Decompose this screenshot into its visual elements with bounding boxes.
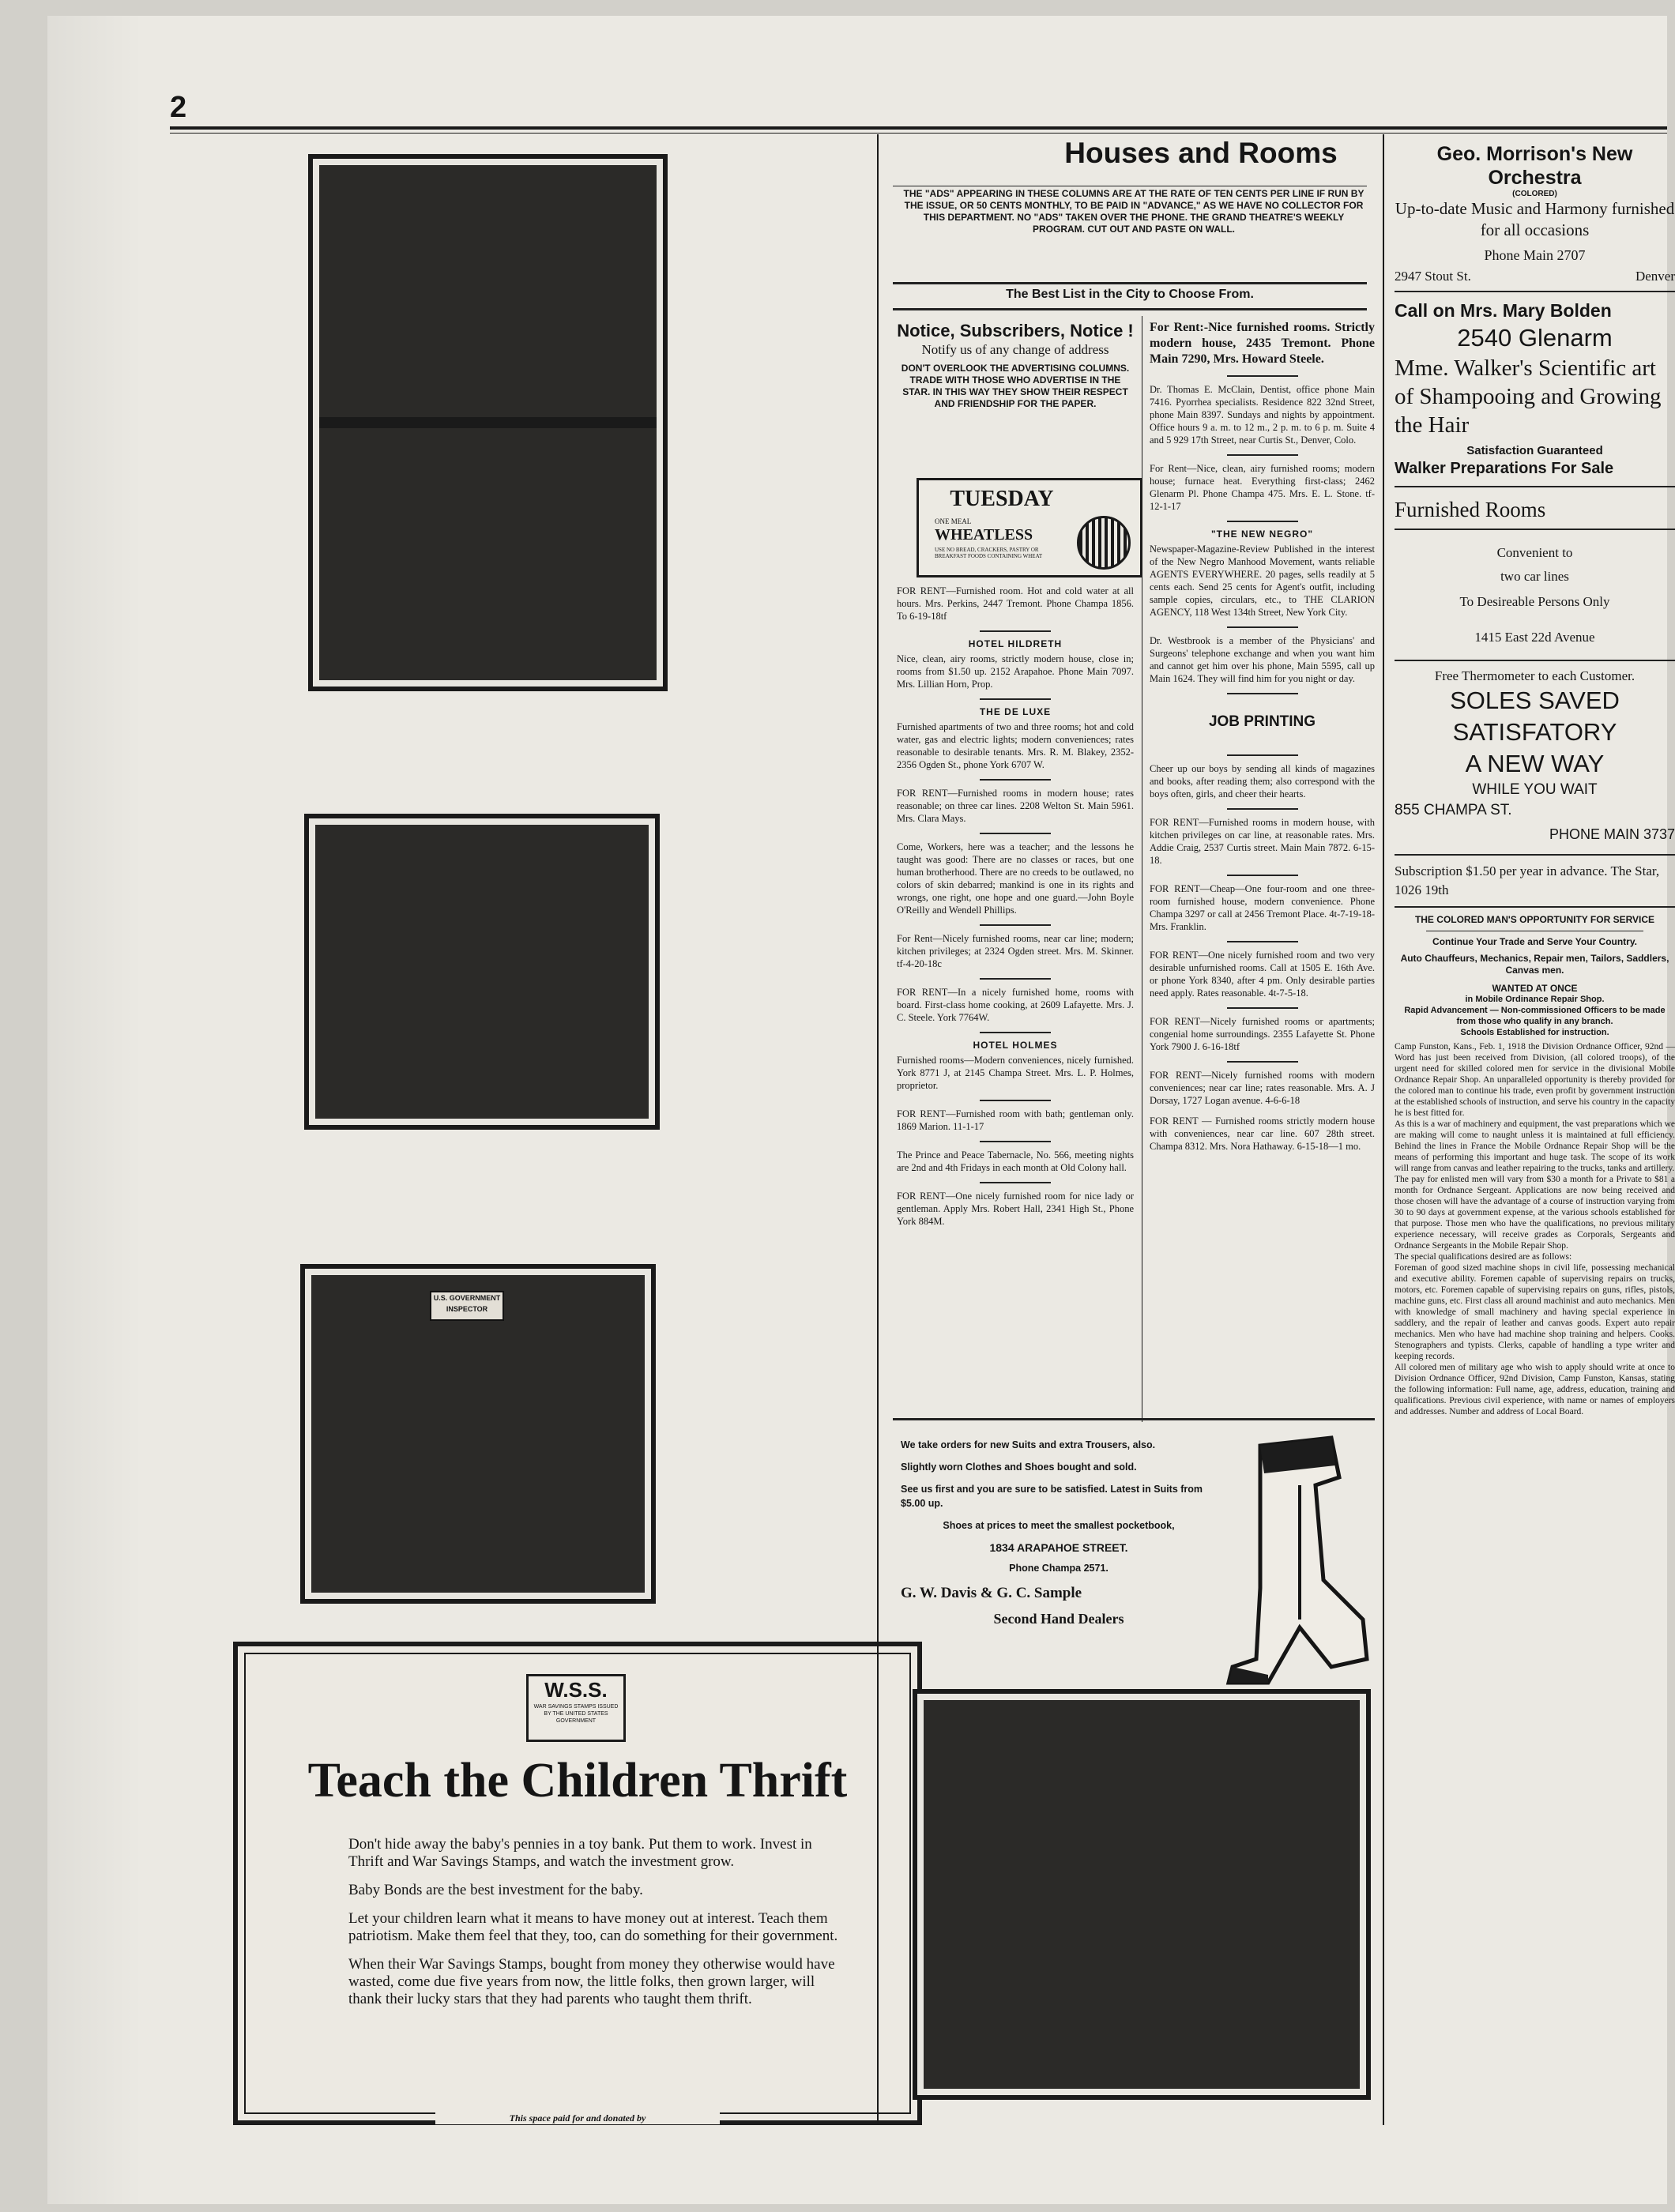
sep	[980, 1182, 1051, 1183]
wss-logo	[526, 1674, 626, 1742]
sep	[1395, 906, 1675, 908]
davis-names: G. W. Davis & G. C. Sample	[901, 1585, 1082, 1601]
deluxe-head: THE DE LUXE	[979, 706, 1052, 717]
best-list-rule	[893, 282, 1367, 284]
mid-ad-9: FOR RENT—Nicely furnished rooms or apartments; congenial home surroundings. 2355 Lafayette St. Phone York 7900 J. 6-16-18tf	[1150, 1016, 1375, 1052]
wss-para-2: Baby Bonds are the best investment for the baby.	[348, 1882, 643, 1898]
photo-sacks-image	[311, 1275, 645, 1593]
opportunity-sub: Continue Your Trade and Serve Your Country.	[1432, 936, 1637, 947]
houses-notice: THE "ADS" APPEARING IN THESE COLUMNS ARE AT THE RATE OF TEN CENTS PER LINE IF RUN BY THE ISSUE, OR 50 CENTS MONTHLY, TO BE PAID IN "ADVANCE," AS WE HAVE NO COLLECTOR FOR THIS DEPARTMENT. NO "ADS" TAKEN OVER THE PHONE. THE GRAND THEATRE'S WEEKLY PROGRAM. CUT OUT AND PASTE ON WALL.	[903, 188, 1364, 235]
wanted-sub: in Mobile Ordinance Repair Shop.	[1465, 995, 1605, 1004]
mid-ad-10: FOR RENT—Nicely furnished rooms with modern conveniences; near car line; rates reasonable. Mrs. A. J Dorsay, 1727 Logan avenue. 4-6-6-18	[1150, 1070, 1375, 1106]
mid-ad-3: For Rent—Nice, clean, airy furnished rooms; modern house; furnace heat. Everything first-class; 2462 Glenarm Pl. Phone Champa 475. Mrs. E. L. Stone. tf-12-1-17	[1150, 463, 1375, 512]
sep	[1227, 521, 1298, 522]
morrison-address	[1395, 269, 1675, 284]
notice-subscribers: Notice, Subscribers, Notice !	[897, 321, 1134, 340]
wss-title: Teach the Children Thrift	[307, 1754, 848, 1808]
wanted-advancement: Rapid Advancement — Non-commissioned Officers to be made from those who qualify in any branch.	[1404, 1006, 1666, 1026]
wss-para-4: When their War Savings Stamps, bought from money they otherwise would have wasted, come due five years from now, the little folks, then grown larger, will thank their lucky stars that they had parents who taught them thrift.	[348, 1956, 835, 2007]
photo-divider	[319, 417, 657, 427]
morrison-title: Geo. Morrison's New Orchestra	[1436, 143, 1633, 189]
new-negro-head: "THE NEW NEGRO"	[1210, 529, 1314, 540]
sep	[980, 1141, 1051, 1142]
classified-column-left-ads	[897, 585, 1134, 1236]
column-rule-3	[1383, 134, 1384, 2125]
column-rule-1	[877, 134, 879, 2125]
bolden-address: 2540 Glenarm	[1457, 324, 1613, 352]
wss-logo-mark: W.S.S.	[544, 1678, 608, 1702]
davis-line-2: Slightly worn Clothes and Shoes bought and sold.	[901, 1462, 1137, 1473]
sep	[980, 1032, 1051, 1033]
sep	[1227, 754, 1298, 756]
left-ad-7: The Prince and Peace Tabernacle, No. 566, meeting nights are 2nd and 4th Fridays in each month at Old Colony hall.	[897, 1149, 1134, 1173]
left-ad-3: Come, Workers, here was a teacher; and the lessons he taught was good: There are no classes or races, but one human brotherhood. There are no creeds to be outlawed, no colors of skin debarred; mankind is one in its rights and wrongs, one right, one hope and one guard.—John Boyle O'Reilly and Wendell Phillips.	[897, 841, 1134, 916]
sep	[1227, 808, 1298, 810]
photo-inspector-sacks	[300, 1264, 656, 1604]
soles-wait: WHILE YOU WAIT	[1472, 781, 1598, 798]
sep	[980, 924, 1051, 926]
sep	[980, 1100, 1051, 1101]
sep	[980, 698, 1051, 700]
furnished-car-lines: two car lines	[1500, 569, 1569, 584]
davis-phone: Phone Champa 2571.	[1009, 1563, 1109, 1574]
top-rule-thin	[170, 133, 1667, 134]
sep	[1395, 660, 1675, 661]
sep	[1227, 626, 1298, 628]
walker-text: Mme. Walker's Scientific art of Shampooing and Growing the Hair	[1395, 356, 1662, 438]
sep	[1395, 486, 1675, 487]
hildreth-ad: Nice, clean, airy rooms, strictly modern house, close in; rooms from $1.50 up. 2152 Arapahoe. Phone Main 7097. Mrs. Lillian Horn, Prop.	[897, 653, 1134, 690]
furnished-address: 1415 East 22d Avenue	[1474, 630, 1595, 645]
photo-table-settings	[308, 154, 668, 691]
sep	[980, 978, 1051, 980]
sep	[1227, 375, 1298, 377]
photo-shop-image	[924, 1700, 1360, 2089]
davis-ad	[901, 1438, 1217, 1626]
photo-table-top	[319, 165, 657, 417]
sep	[1227, 454, 1298, 456]
top-rule	[170, 126, 1667, 130]
soles-address: 855 CHAMPA ST.	[1395, 802, 1512, 818]
morrison-music: Up-to-date Music and Harmony furnished for all occasions	[1395, 199, 1675, 239]
morrison-address-left: 2947 Stout St.	[1395, 269, 1471, 284]
soles-line-1: SOLES SAVED	[1450, 687, 1620, 714]
furnished-rule	[1395, 529, 1675, 530]
furnished-title: Furnished Rooms	[1395, 498, 1546, 521]
wss-para-3: Let your children learn what it means to have money out at interest. Teach them patriotism. Make them feel that they, too, can do something for their government.	[348, 1910, 838, 1944]
opp-body-3: The pay for enlisted men will vary from $30 a month for a Private to $81 a month for Ordnance Sergeant. Applications are now being received and those chosen will have the advantage of a course of instruction varying from 30 to 90 days at government expense, at the various schools established for that purpose. Those men who have the qualifications, no previous military experience necessary, will receive grades as Corporals, Sergeants and Ordnance Sergeants in the Mobile Repair Shop.	[1395, 1175, 1675, 1251]
davis-line-4: Shoes at prices to meet the smallest pocketbook,	[943, 1520, 1175, 1531]
wss-body	[348, 1836, 838, 2019]
sep	[1395, 854, 1675, 856]
mid-ad-6: FOR RENT—Furnished rooms in modern house, with kitchen privileges on car line, at reasonable rates. Mrs. Addie Craig, 2537 Curtis street. Main Main 7872. 6-15-18.	[1150, 817, 1375, 866]
mid-ad-5: Cheer up our boys by sending all kinds of magazines and books, after reading them; also correspond with the boys often, girls, and cheer their hearts.	[1150, 763, 1375, 799]
best-list-rule-bottom	[893, 308, 1367, 310]
sep	[1227, 941, 1298, 942]
holmes-head: HOTEL HOLMES	[973, 1040, 1058, 1051]
soles-line-3: A NEW WAY	[1465, 750, 1605, 777]
notice-sub: Notify us of any change of address	[921, 342, 1109, 357]
wss-logo-text: WAR SAVINGS STAMPS ISSUED BY THE UNITED STATES GOVERNMENT	[533, 1704, 619, 1724]
furnished-desirable: To Desireable Persons Only	[1459, 594, 1610, 609]
davis-dealers: Second Hand Dealers	[993, 1611, 1124, 1627]
tuesday-title: TUESDAY	[950, 487, 1054, 511]
houses-rooms-title: Houses and Rooms	[1064, 137, 1338, 169]
mid-ad-1: For Rent:-Nice furnished rooms. Strictly modern house, 2435 Tremont. Phone Main 7290, Mrs. Howard Steele.	[1150, 321, 1375, 366]
wss-para-1: Don't hide away the baby's pennies in a toy bank. Put them to work. Invest in Thrift and War Savings Stamps, and watch the investment grow.	[348, 1836, 812, 1870]
tuesday-line3: USE NO BREAD, CRACKERS, PASTRY OR BREAKFAST FOODS CONTAINING WHEAT	[935, 547, 1043, 559]
photo-men-image	[315, 825, 649, 1119]
newspaper-page	[47, 16, 1675, 2204]
mid-ad-4: Dr. Westbrook is a member of the Physicians' and Surgeons' telephone exchange and when you want him and cannot get him over his phone, Main 5595, call up Main 1624. They will find him for you night or day.	[1150, 635, 1375, 684]
opp-body-5: Foreman of good sized machine shops in civil life, possessing mechanical and executive ability. Foremen capable of supervising repairs on trucks, motors, etc. Foremen capable of supervising repairs on guns, rifles, pistols, machine guns, etc. First class all around machinist and auto mechanics. Men with knowledge of small machinery and having special experience in saddlery, and the repair of leather and canvas goods. Expert auto repair mechanics. Men who have had machine shop training and helpers. Cooks. Stenographers and typists. Clerks, capable of handling a type writer and keeping records.	[1395, 1263, 1675, 1361]
new-negro-ad: Newspaper-Magazine-Review Published in the interest of the New Negro Manhood Movement, wants reliable AGENTS EVERYWHERE. 20 pages, sells readily at 5 cents each. Send 25 cents for Agent's outfit, including sample copies, circulars, etc., to THE CLARION AGENCY, 118 West 134th Street, New York City.	[1150, 544, 1375, 618]
sep	[1227, 693, 1298, 694]
mid-ad-11: FOR RENT — Furnished rooms strictly modern house with conveniences, near car line. 607 28th street. Champa 8312. Mrs. Nora Hathaway. 6-15-18—1 mo.	[1150, 1115, 1375, 1152]
left-ad-5: FOR RENT—In a nicely furnished home, rooms with board. First-class home cooking, at 2609 Lafayette. Mrs. J. C. Steele. York 7764W.	[897, 987, 1134, 1023]
opportunity-head: THE COLORED MAN'S OPPORTUNITY FOR SERVICE	[1414, 914, 1655, 925]
left-ad-4: For Rent—Nicely furnished rooms, near car line; modern; kitchen privileges; at 2324 Ogden street. Mrs. M. Skinner. tf-4-20-18c	[897, 933, 1134, 969]
tuesday-wheatless-ad	[917, 478, 1142, 577]
morrison-phone: Phone Main 2707	[1484, 247, 1586, 263]
bolden-title: Call on Mrs. Mary Bolden	[1395, 300, 1612, 321]
left-ad-1: FOR RENT—Furnished room. Hot and cold water at all hours. Mrs. Perkins, 2447 Tremont. Phone Champa 1856. To 6-19-18tf	[897, 585, 1134, 622]
davis-line-3: See us first and you are sure to be satisfied. Latest in Suits from $5.00 up.	[901, 1484, 1203, 1509]
morrison-address-right: Denver	[1635, 269, 1675, 284]
photo-repair-shop	[913, 1689, 1371, 2100]
wanted-head: WANTED AT ONCE	[1492, 983, 1578, 994]
opp-body-1: Camp Funston, Kans., Feb. 1, 1918 the Division Ordnance Officer, 92nd —Word has just been received from Division, (all colored troops), of the urgent need for skilled colored men for service in the divisional Mobile Ordnance Repair Shop. An unparalleled opportunity is thereby provided for the colored man to continue his trade, even profit by government instruction at the established schools of instruction, and serve his country in the capacity he is best fitted for.	[1395, 1042, 1675, 1118]
mid-ad-8: FOR RENT—One nicely furnished room and two very desirable unfurnished rooms. Call at 1505 E. 16th Ave. or phone York 8340, after 4 pm. Only desirable parties need apply. Rates reasonable. 4t-7-5-18.	[1150, 950, 1375, 999]
walker-preparations: Walker Preparations For Sale	[1395, 460, 1614, 477]
inspector-sign: U.S. GOVERNMENT INSPECTOR	[430, 1291, 504, 1321]
left-ad-6: FOR RENT—Furnished room with bath; gentleman only. 1869 Marion. 11-1-17	[897, 1108, 1134, 1132]
left-ad-8: FOR RENT—One nicely furnished room for nice lady or gentleman. Apply Mrs. Robert Hall, 2341 High St., Phone York 884M.	[897, 1191, 1134, 1227]
food-administration-seal-icon	[1077, 516, 1131, 570]
wanted-schools: Schools Established for instruction.	[1460, 1028, 1609, 1037]
photo-men-on-steps	[304, 814, 660, 1130]
opp-body-4: The special qualifications desired are as follows:	[1395, 1252, 1572, 1262]
holmes-ad: Furnished rooms—Modern conveniences, nicely furnished. York 8771 J, at 2145 Champa Street. Mrs. L. P. Holmes, proprietor.	[897, 1055, 1134, 1091]
soles-line-2: SATISFATORY	[1452, 718, 1617, 746]
furnished-convenient: Convenient to	[1496, 545, 1573, 560]
mid-ad-2: Dr. Thomas E. McClain, Dentist, office phone Main 7416. Pyorrhea specialists. Residence 822 32nd Street, phone Main 8397. Sundays and nights by appointment. Office hours 9 a. m. to 12 m., 2 p. m. to 6 p. m. Suite 4 and 5 929 17th Street, near Curtis St., Denver, Colo.	[1150, 384, 1375, 446]
boot-illustration-icon	[1213, 1430, 1371, 1691]
hildreth-head: HOTEL HILDRETH	[968, 638, 1063, 649]
classified-column-mid	[1150, 320, 1375, 1161]
page-number: 2	[170, 91, 187, 124]
best-list: The Best List in the City to Choose From.	[1006, 288, 1254, 301]
soles-phone: PHONE MAIN 3737	[1549, 826, 1675, 842]
walker-satisfaction: Satisfaction Guaranteed	[1466, 444, 1603, 457]
right-column	[1395, 142, 1675, 1417]
mid-ad-7: FOR RENT—Cheap—One four-room and one three-room furnished house, modern convenience. Phone Champa 3297 or call at 2456 Tremont Place. 4t-7-19-18-Mrs. Franklin.	[1150, 883, 1375, 932]
opp-body-6: All colored men of military age who wish to apply should write at once to Division Ordnance Officer, 92nd Division, Camp Funston, Kansas, stating the following information: Full name, age, address, education, training and qualifications. Previous civil experience, with name or names of employers and addresses. Number and address of Local Board.	[1395, 1363, 1675, 1416]
sep	[1227, 1061, 1298, 1063]
sep	[1227, 875, 1298, 876]
tuesday-line1: ONE MEAL	[935, 517, 972, 525]
wss-ad	[233, 1642, 922, 2125]
sep	[980, 833, 1051, 834]
job-printing: JOB PRINTING	[1208, 713, 1316, 730]
tuesday-line2: WHEATLESS	[935, 526, 1033, 544]
photo-table-bottom	[319, 428, 657, 680]
classified-column-left	[897, 320, 1134, 418]
opportunity-trades: Auto Chauffeurs, Mechanics, Repair men, Tailors, Saddlers, Canvas men.	[1400, 953, 1669, 976]
davis-line-1: We take orders for new Suits and extra Trousers, also.	[901, 1439, 1156, 1450]
wss-footer: This space paid for and donated by	[435, 2112, 720, 2124]
opp-body-2: As this is a war of machinery and equipment, the vast preparations which we are making will come to naught unless it is maintained at full efficiency. Behind the lines in France the Mobile Ordnance Repair Shop will be the means of performing this important and huge task. The scope of its work will range from canvas and leather repairing to the trucks, tanks and artillery.	[1395, 1119, 1675, 1173]
left-ad-2: FOR RENT—Furnished rooms in modern house; rates reasonable; on three car lines. 2208 Welton St. Main 5961. Mrs. Clara Mays.	[897, 788, 1134, 824]
overlook-notice: DON'T OVERLOOK THE ADVERTISING COLUMNS. TRADE WITH THOSE WHO ADVERTISE IN THE STAR. IN THIS WAY THEY SHOW THEIR RESPECT AND FRIENDSHIP FOR THE PAPER.	[901, 363, 1130, 409]
thermometer: Free Thermometer to each Customer.	[1434, 668, 1635, 683]
sep	[1395, 291, 1675, 292]
morrison-colored: (COLORED)	[1512, 190, 1557, 198]
deluxe-ad: Furnished apartments of two and three rooms; hot and cold water, gas and electric lights; modern conveniences; rates reasonable to desirable tenants. Mrs. R. M. Blakey, 2352-2356 Ogden St., phone York 6707 W.	[897, 721, 1134, 770]
sep	[980, 630, 1051, 632]
davis-address: 1834 ARAPAHOE STREET.	[989, 1541, 1128, 1554]
subscription: Subscription $1.50 per year in advance. The Star, 1026 19th	[1395, 863, 1660, 897]
sep	[1227, 1007, 1298, 1009]
sep	[980, 779, 1051, 781]
davis-top-rule	[893, 1418, 1375, 1420]
